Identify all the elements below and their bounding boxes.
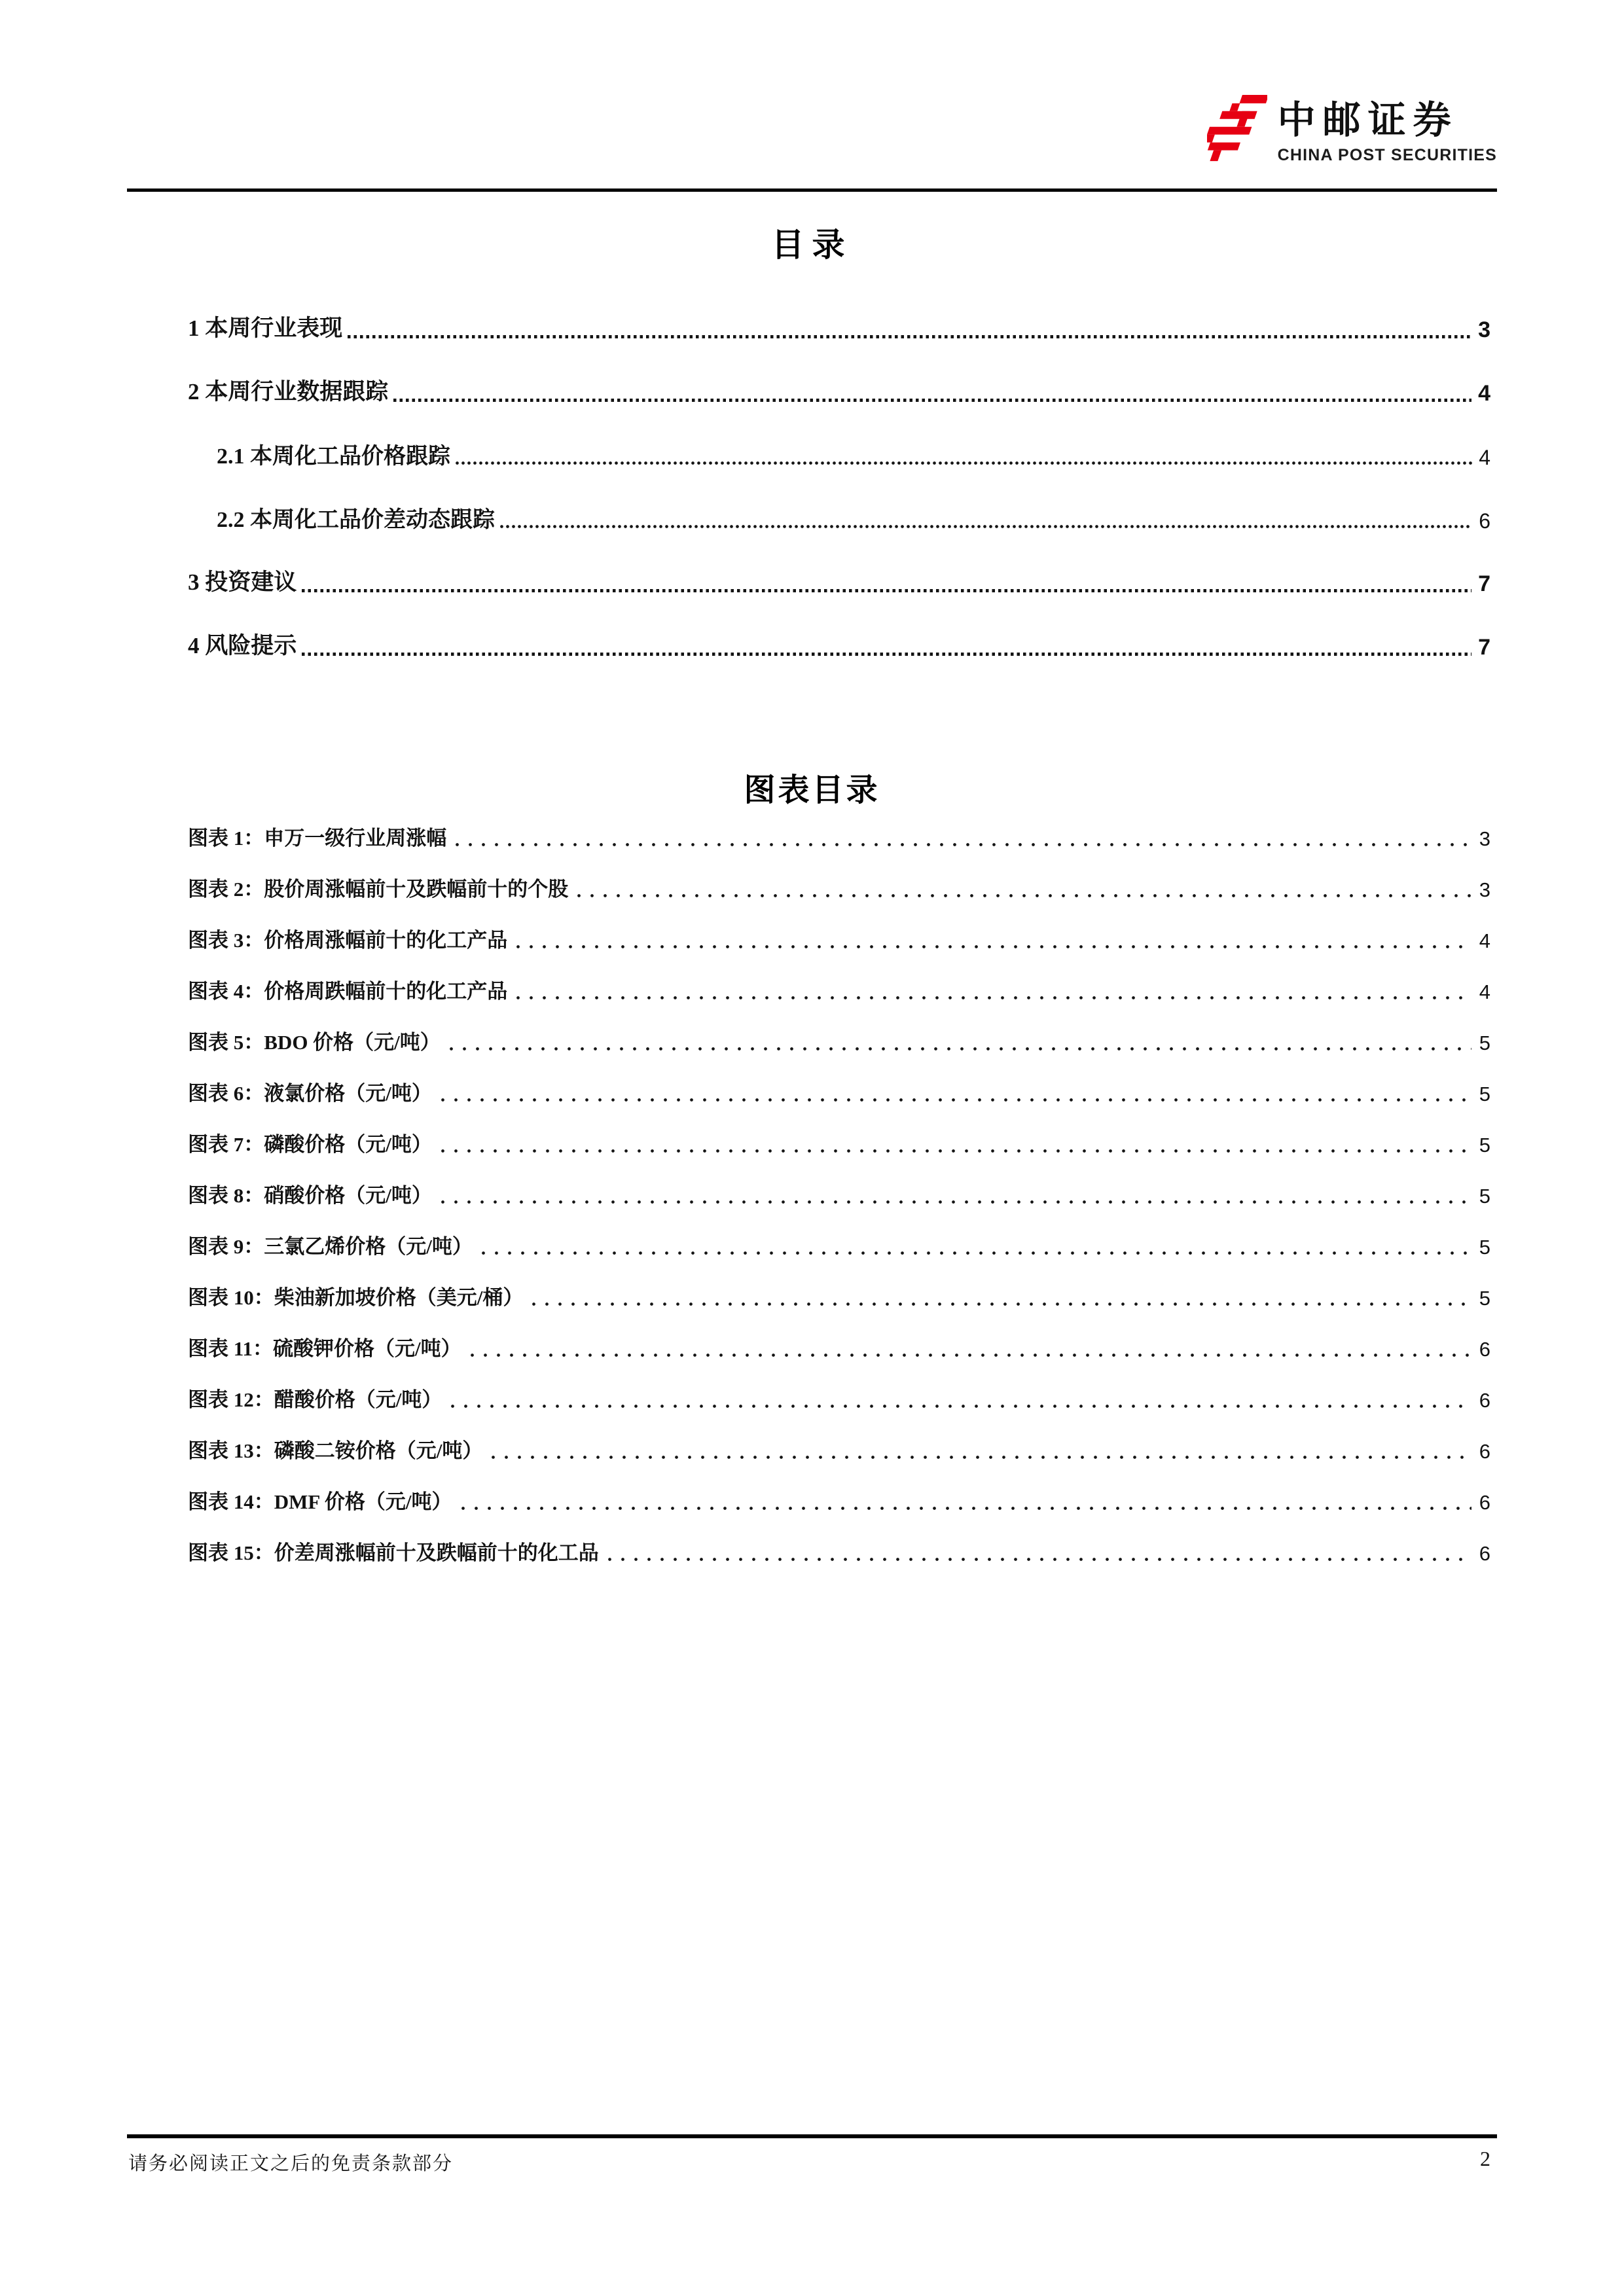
toc-entry[interactable] bbox=[188, 630, 1490, 660]
toc-entry-label: 3 投资建议 bbox=[188, 569, 297, 595]
figure-entry-page: 4 bbox=[1479, 929, 1490, 952]
dot-leader bbox=[516, 996, 1471, 1000]
figure-entry-page: 3 bbox=[1479, 878, 1490, 901]
figure-entry[interactable] bbox=[188, 1079, 1490, 1106]
toc-entry-label: 4 风险提示 bbox=[188, 633, 297, 658]
figure-entry-label: 图表 3：价格周涨幅前十的化工产品 bbox=[188, 929, 508, 952]
dot-leader bbox=[471, 1354, 1471, 1357]
brand-name-cn: 中邮证券 bbox=[1277, 99, 1458, 142]
dot-leader bbox=[302, 652, 1471, 656]
figure-entry[interactable] bbox=[188, 1181, 1490, 1208]
figure-entry-label: 图表 12：醋酸价格（元/吨） bbox=[188, 1388, 442, 1411]
figure-entry[interactable] bbox=[188, 925, 1490, 953]
figure-entry-page: 6 bbox=[1479, 1389, 1490, 1412]
figure-entry-page: 5 bbox=[1479, 1236, 1490, 1259]
brand-logo bbox=[1207, 90, 1497, 174]
toc-entry-page: 4 bbox=[1478, 381, 1490, 406]
dot-leader bbox=[500, 525, 1472, 529]
figure-entry-label: 图表 9：三氯乙烯价格（元/吨） bbox=[188, 1235, 473, 1258]
figure-list bbox=[188, 823, 1490, 1589]
figure-entry-page: 6 bbox=[1479, 1491, 1490, 1514]
dot-leader bbox=[482, 1251, 1471, 1255]
dot-leader bbox=[456, 843, 1471, 847]
figure-entry-page: 5 bbox=[1479, 1083, 1490, 1105]
toc-list bbox=[188, 313, 1490, 694]
figure-entry-page: 6 bbox=[1479, 1338, 1490, 1361]
figure-entry-page: 5 bbox=[1479, 1134, 1490, 1157]
figure-entry-label: 图表 7：磷酸价格（元/吨） bbox=[188, 1133, 432, 1156]
dot-leader bbox=[441, 1098, 1471, 1102]
figure-entry[interactable] bbox=[188, 823, 1490, 851]
figure-entry-label: 图表 4：价格周跌幅前十的化工产品 bbox=[188, 980, 508, 1003]
toc-entry[interactable] bbox=[188, 376, 1490, 406]
figure-entry-label: 图表 5：BDO 价格（元/吨） bbox=[188, 1031, 441, 1054]
figure-entry[interactable] bbox=[188, 1028, 1490, 1055]
toc-entry-label: 1 本周行业表现 bbox=[188, 315, 343, 341]
dot-leader bbox=[348, 334, 1471, 338]
toc-entry-label: 2.1 本周化工品价格跟踪 bbox=[217, 444, 450, 469]
figure-entry-page: 6 bbox=[1479, 1440, 1490, 1463]
figure-entry[interactable] bbox=[188, 1538, 1490, 1566]
dot-leader bbox=[456, 461, 1472, 465]
toc-entry-page: 4 bbox=[1479, 446, 1490, 469]
figure-entry-page: 5 bbox=[1479, 1185, 1490, 1208]
toc-entry[interactable] bbox=[188, 313, 1490, 343]
toc-entry[interactable] bbox=[188, 440, 1490, 470]
figure-entry[interactable] bbox=[188, 1334, 1490, 1361]
brand-text bbox=[1278, 99, 1497, 165]
dot-leader bbox=[461, 1507, 1471, 1511]
figure-entry-label: 图表 6：液氯价格（元/吨） bbox=[188, 1082, 432, 1105]
figure-entry-label: 图表 2：股价周涨幅前十及跌幅前十的个股 bbox=[188, 878, 569, 901]
figure-entry[interactable] bbox=[188, 1487, 1490, 1515]
dot-leader bbox=[608, 1558, 1471, 1562]
dot-leader bbox=[451, 1405, 1471, 1408]
figure-entry-label: 图表 1：申万一级行业周涨幅 bbox=[188, 827, 447, 850]
figure-entry-label: 图表 8：硝酸价格（元/吨） bbox=[188, 1184, 432, 1207]
toc-entry-page: 3 bbox=[1478, 317, 1490, 342]
figure-entry[interactable] bbox=[188, 874, 1490, 902]
dot-leader bbox=[492, 1456, 1471, 1460]
dot-leader bbox=[441, 1200, 1471, 1204]
dot-leader bbox=[441, 1149, 1471, 1153]
figure-entry-page: 5 bbox=[1479, 1287, 1490, 1310]
figure-entry[interactable] bbox=[188, 1385, 1490, 1412]
figure-entry-label: 图表 13：磷酸二铵价格（元/吨） bbox=[188, 1439, 483, 1462]
figure-entry-label: 图表 11：硫酸钾价格（元/吨） bbox=[188, 1337, 461, 1360]
footer-page-number: 2 bbox=[1480, 2147, 1490, 2170]
toc-entry[interactable] bbox=[188, 503, 1490, 533]
figure-entry[interactable] bbox=[188, 1283, 1490, 1310]
dot-leader bbox=[302, 588, 1471, 592]
footer-divider bbox=[127, 2134, 1497, 2138]
figures-title: 图表目录 bbox=[744, 773, 880, 808]
dot-leader bbox=[577, 894, 1471, 898]
figure-entry-page: 4 bbox=[1479, 980, 1490, 1003]
figure-entry-page: 6 bbox=[1479, 1542, 1490, 1565]
figure-entry-label: 图表 10：柴油新加坡价格（美元/桶） bbox=[188, 1286, 524, 1309]
header-divider bbox=[127, 188, 1497, 192]
dot-leader bbox=[393, 398, 1471, 402]
toc-entry-page: 6 bbox=[1479, 509, 1490, 533]
figure-entry-page: 5 bbox=[1479, 1031, 1490, 1054]
figure-entry[interactable] bbox=[188, 1436, 1490, 1463]
toc-entry[interactable] bbox=[188, 567, 1490, 597]
brand-name-en: CHINA POST SECURITIES bbox=[1277, 145, 1497, 164]
figure-entry-page: 3 bbox=[1479, 827, 1490, 850]
china-post-logo-icon bbox=[1207, 90, 1267, 174]
toc-entry-label: 2 本周行业数据跟踪 bbox=[188, 379, 389, 404]
footer-disclaimer: 请务必阅读正文之后的免责条款部分 bbox=[128, 2153, 454, 2174]
toc-title: 目录 bbox=[771, 226, 853, 263]
toc-entry-label: 2.2 本周化工品价差动态跟踪 bbox=[217, 508, 495, 532]
toc-entry-page: 7 bbox=[1478, 635, 1490, 660]
figure-entry-label: 图表 14：DMF 价格（元/吨） bbox=[188, 1490, 452, 1513]
figure-entry[interactable] bbox=[188, 977, 1490, 1004]
dot-leader bbox=[516, 945, 1471, 949]
dot-leader bbox=[450, 1047, 1471, 1051]
figure-entry[interactable] bbox=[188, 1232, 1490, 1259]
toc-entry-page: 7 bbox=[1478, 571, 1490, 596]
figure-entry[interactable] bbox=[188, 1130, 1490, 1157]
figure-entry-label: 图表 15：价差周涨幅前十及跌幅前十的化工品 bbox=[188, 1541, 599, 1564]
dot-leader bbox=[532, 1302, 1471, 1306]
